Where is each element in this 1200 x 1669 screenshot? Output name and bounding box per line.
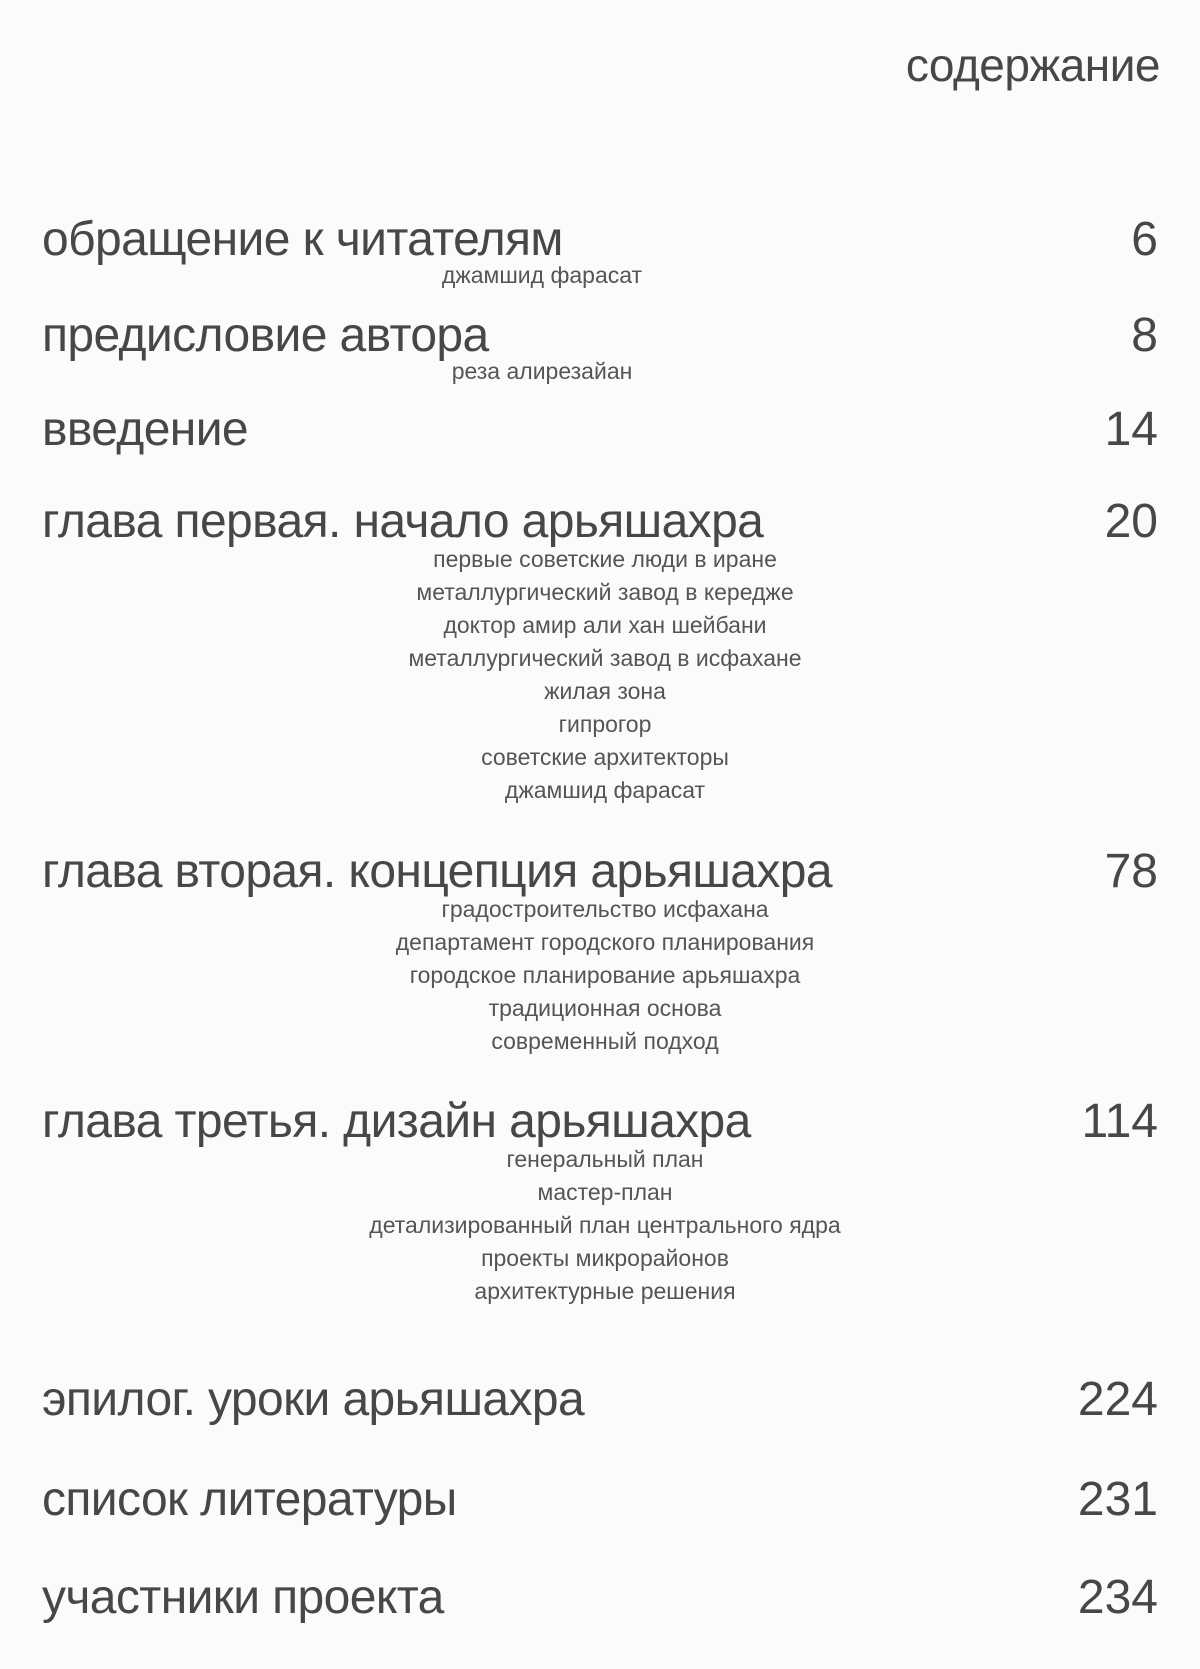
toc-subentry: жилая зона [544,678,666,704]
toc-entry-row [42,494,1158,549]
toc-entry-title: участники проекта [42,1571,444,1624]
toc-entry [42,1094,1158,1308]
toc-entry-title: обращение к читателям [42,213,563,266]
toc-entry-title: список литературы [42,1473,457,1526]
toc-entry [42,844,1158,1058]
toc-entry-row [42,1372,1158,1427]
toc-subentry: генеральный план [506,1146,704,1172]
toc-entry [42,1472,1158,1527]
toc-subentry: проекты микрорайонов [481,1245,729,1271]
toc-entry-page: 234 [1077,1571,1158,1624]
toc-entry-title: глава вторая. концепция арьяшахра [42,845,832,898]
toc-entry-row [42,1570,1158,1625]
toc-subentries [42,1143,1168,1308]
toc-entry-title: введение [42,403,249,456]
toc-entry-page: 114 [1081,1095,1158,1148]
toc-entry [42,402,1158,457]
toc-subentry: современный подход [491,1028,719,1054]
toc-entry-title: эпилог. уроки арьяшахра [42,1373,585,1426]
toc-entry-page: 8 [1131,309,1158,362]
toc-entry [42,494,1158,807]
toc-entry [42,308,1158,394]
toc-entry-row [42,844,1158,899]
toc-entry-row [42,1472,1158,1527]
toc-entry [42,1372,1158,1427]
toc-subentry: городское планирование арьяшахра [409,962,801,988]
toc-entry-page: 231 [1077,1473,1158,1526]
toc-subentry: первые советские люди в иране [433,546,777,572]
toc-subentry: гипрогор [558,711,652,737]
toc-subentry: детализированный план центрального ядра [369,1212,841,1238]
toc-entry-title: глава третья. дизайн арьяшахра [42,1095,751,1148]
toc-subentry: реза алирезайан [451,358,633,384]
toc-subentry: джамшид фарасат [441,262,643,288]
toc-entry-title: глава первая. начало арьяшахра [42,495,764,548]
toc-entry-title: предисловие автора [42,309,489,362]
toc-entry-row [42,402,1158,457]
toc-subentry: металлургический завод в исфахане [408,645,802,671]
toc-subentry: доктор амир али хан шейбани [443,612,767,638]
toc-entry-page: 78 [1104,845,1158,898]
toc-subentry: джамшид фарасат [504,777,706,803]
toc-entry [42,212,1158,298]
toc-subentry: советские архитекторы [481,744,729,770]
toc-subentries [42,893,1168,1058]
toc-entry-page: 6 [1131,213,1158,266]
page-title: содержание [905,39,1160,91]
toc-subentry: металлургический завод в кередже [416,579,794,605]
toc-entry-page: 224 [1077,1373,1158,1426]
toc-subentry: мастер-план [537,1179,673,1205]
toc-entry-row [42,1094,1158,1149]
toc-entry-page: 20 [1104,495,1158,548]
toc-subentry: традиционная основа [488,995,722,1021]
toc-subentry: департамент городского планирования [395,929,815,955]
toc-entry [42,1570,1158,1625]
toc-subentries [42,543,1168,807]
toc-entry-page: 14 [1104,403,1158,456]
toc-subentry: архитектурные решения [474,1278,736,1304]
toc-subentry: градостроительство исфахана [441,896,769,922]
